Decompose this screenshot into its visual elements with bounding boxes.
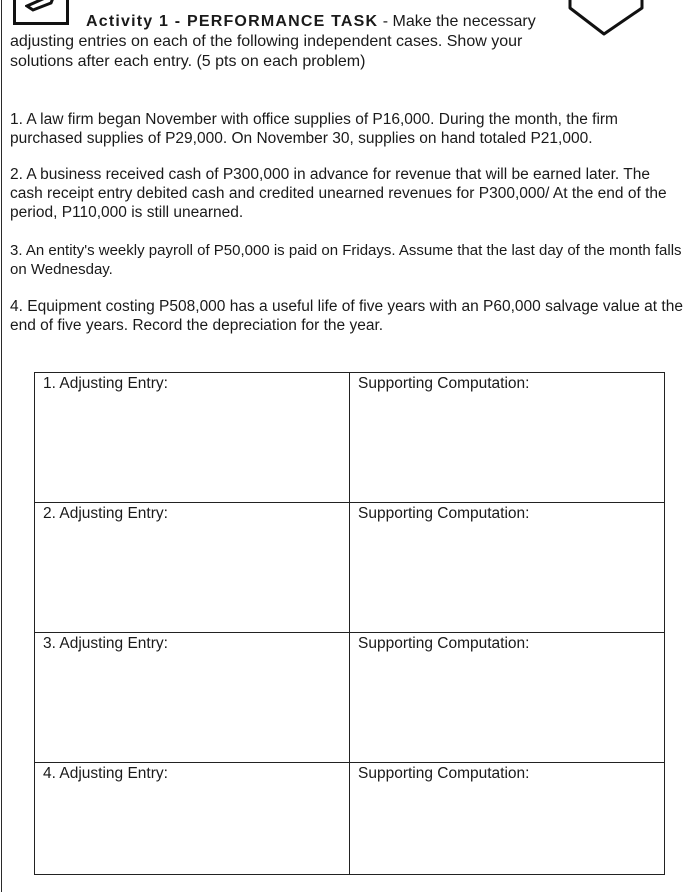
table-row xyxy=(35,373,665,503)
activity-title: Activity 1 - PERFORMANCE TASK xyxy=(86,13,379,30)
computation-label: Supporting Computation: xyxy=(358,375,530,392)
instruction-text: - Make the necessary xyxy=(378,13,536,30)
entry-label: 2. Adjusting Entry: xyxy=(43,505,168,522)
entry-label: 1. Adjusting Entry: xyxy=(43,375,168,392)
computation-label: Supporting Computation: xyxy=(358,505,530,522)
problem-3: 3. An entity's weekly payroll of P50,000 is paid on Fridays. Assume that the last day of the month falls on Wednesday. xyxy=(10,242,682,278)
adjusting-entry-cell[interactable] xyxy=(35,633,350,763)
page-left-border xyxy=(1,0,2,892)
computation-cell[interactable] xyxy=(350,373,665,503)
entry-label: 3. Adjusting Entry: xyxy=(43,635,168,652)
computation-cell[interactable] xyxy=(350,633,665,763)
computation-cell[interactable] xyxy=(350,763,665,875)
shield-badge-icon xyxy=(566,0,646,41)
computation-cell[interactable] xyxy=(350,503,665,633)
instruction-text: solutions after each entry. (5 pts on each problem) xyxy=(10,53,366,70)
problem-4: 4. Equipment costing P508,000 has a useful life of five years with an P60,000 salvage value at the end of five years. Record the depreciation for the year. xyxy=(10,298,683,334)
problem-1: 1. A law firm began November with office supplies of P16,000. During the month, the firm purchased supplies of P29,000. On November 30, supplies on hand totaled P21,000. xyxy=(10,111,618,147)
table-row xyxy=(35,503,665,633)
answer-table xyxy=(34,372,665,875)
entry-label: 4. Adjusting Entry: xyxy=(43,765,168,782)
activity-header xyxy=(10,12,550,72)
instruction-text: adjusting entries on each of the following independent cases. Show your xyxy=(10,33,523,50)
adjusting-entry-cell[interactable] xyxy=(35,503,350,633)
table-row xyxy=(35,633,665,763)
adjusting-entry-cell[interactable] xyxy=(35,763,350,875)
adjusting-entry-cell[interactable] xyxy=(35,373,350,503)
table-row xyxy=(35,763,665,875)
computation-label: Supporting Computation: xyxy=(358,635,530,652)
computation-label: Supporting Computation: xyxy=(358,765,530,782)
problem-2: 2. A business received cash of P300,000 in advance for revenue that will be earned later. The cash receipt entry debited cash and credited unearned revenues for P300,000/ At the end of the period, P110,000 is still unearned. xyxy=(10,166,667,221)
